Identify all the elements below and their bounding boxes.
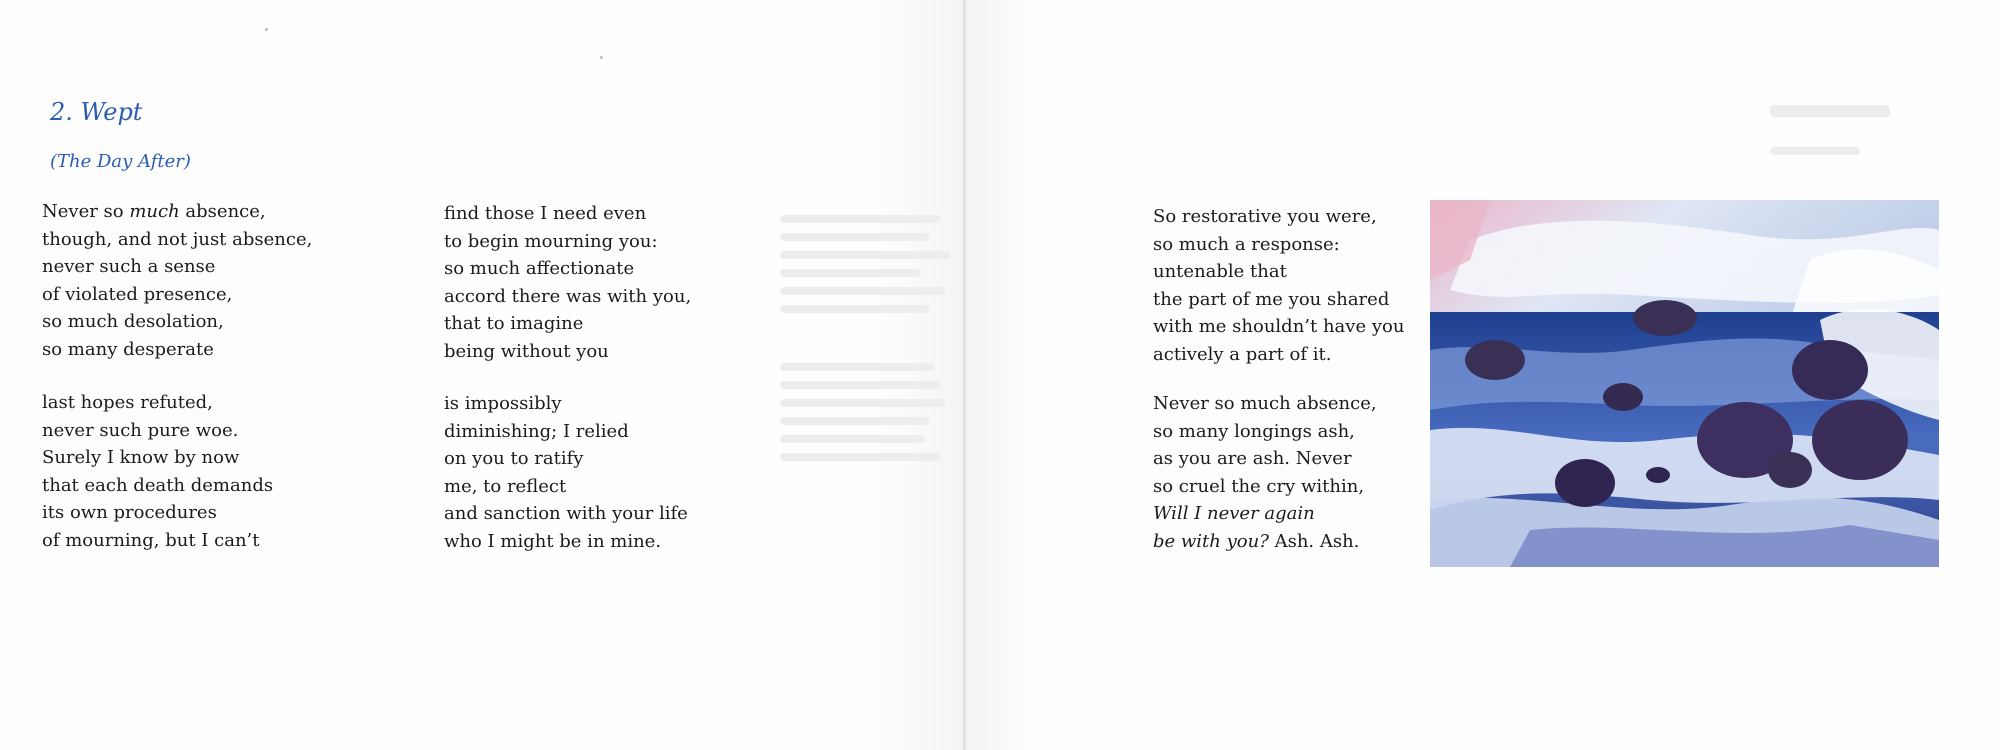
stanza-1: [42, 198, 312, 363]
poem-line: with me shouldn’t have you: [1153, 316, 1405, 337]
poem-line: on you to ratify: [444, 448, 584, 469]
poem-line: so many longings ash,: [1153, 420, 1355, 442]
poem-line: and sanction with your life: [444, 503, 688, 524]
poem-line: who I might be in mine.: [444, 530, 662, 552]
stanza-6: [1153, 390, 1377, 555]
poem-line: Will I never again: [1153, 503, 1315, 524]
poem-line: accord there was with you,: [444, 285, 692, 307]
stanza-3: [444, 200, 691, 365]
poem-line: is impossibly: [444, 393, 562, 414]
paper-speck: [600, 56, 603, 59]
poem-line: be with you? Ash. Ash.: [1153, 530, 1360, 552]
show-through-text: [780, 205, 960, 565]
seascape-painting: [1430, 200, 1939, 567]
poem-line: its own procedures: [42, 502, 217, 523]
poem-line: as you are ash. Never: [1153, 448, 1352, 469]
poem-line: never such pure woe.: [42, 419, 239, 441]
poem-title: 2. Wept: [50, 98, 143, 126]
show-through-heading: [1770, 95, 1970, 175]
poem-line: so much affectionate: [444, 258, 635, 279]
stanza-5: [1153, 203, 1404, 368]
poem-line: untenable that: [1153, 261, 1287, 282]
poem-line: that to imagine: [444, 313, 584, 334]
poem-line: find those I need even: [444, 203, 647, 224]
page-gutter: [963, 0, 966, 750]
poem-line: Never so much absence,: [1153, 393, 1377, 414]
stanza-4: [444, 390, 688, 555]
poem-line: never such a sense: [42, 256, 216, 277]
poem-line: Surely I know by now: [42, 447, 240, 468]
poem-line: to begin mourning you:: [444, 230, 658, 252]
poem-line: of violated presence,: [42, 283, 233, 305]
poem-line: though, and not just absence,: [42, 228, 313, 250]
poem-line: so cruel the cry within,: [1153, 475, 1365, 497]
poem-line: So restorative you were,: [1153, 206, 1377, 227]
poem-subtitle: (The Day After): [50, 151, 191, 172]
poem-line: of mourning, but I can’t: [42, 529, 260, 551]
poem-line: so many desperate: [42, 338, 214, 360]
poem-line: actively a part of it.: [1153, 343, 1332, 365]
poem-line: so much desolation,: [42, 311, 224, 332]
poem-line: being without you: [444, 340, 609, 362]
poem-line: last hopes refuted,: [42, 392, 213, 413]
poem-line: so much a response:: [1153, 233, 1340, 255]
stanza-2: [42, 389, 273, 554]
poem-line: Never so much absence,: [42, 201, 266, 222]
poem-line: me, to reflect: [444, 475, 567, 497]
paper-speck: [265, 28, 268, 31]
poem-line: that each death demands: [42, 474, 274, 496]
poem-line: diminishing; I relied: [444, 420, 629, 442]
poem-line: the part of me you shared: [1153, 288, 1390, 310]
